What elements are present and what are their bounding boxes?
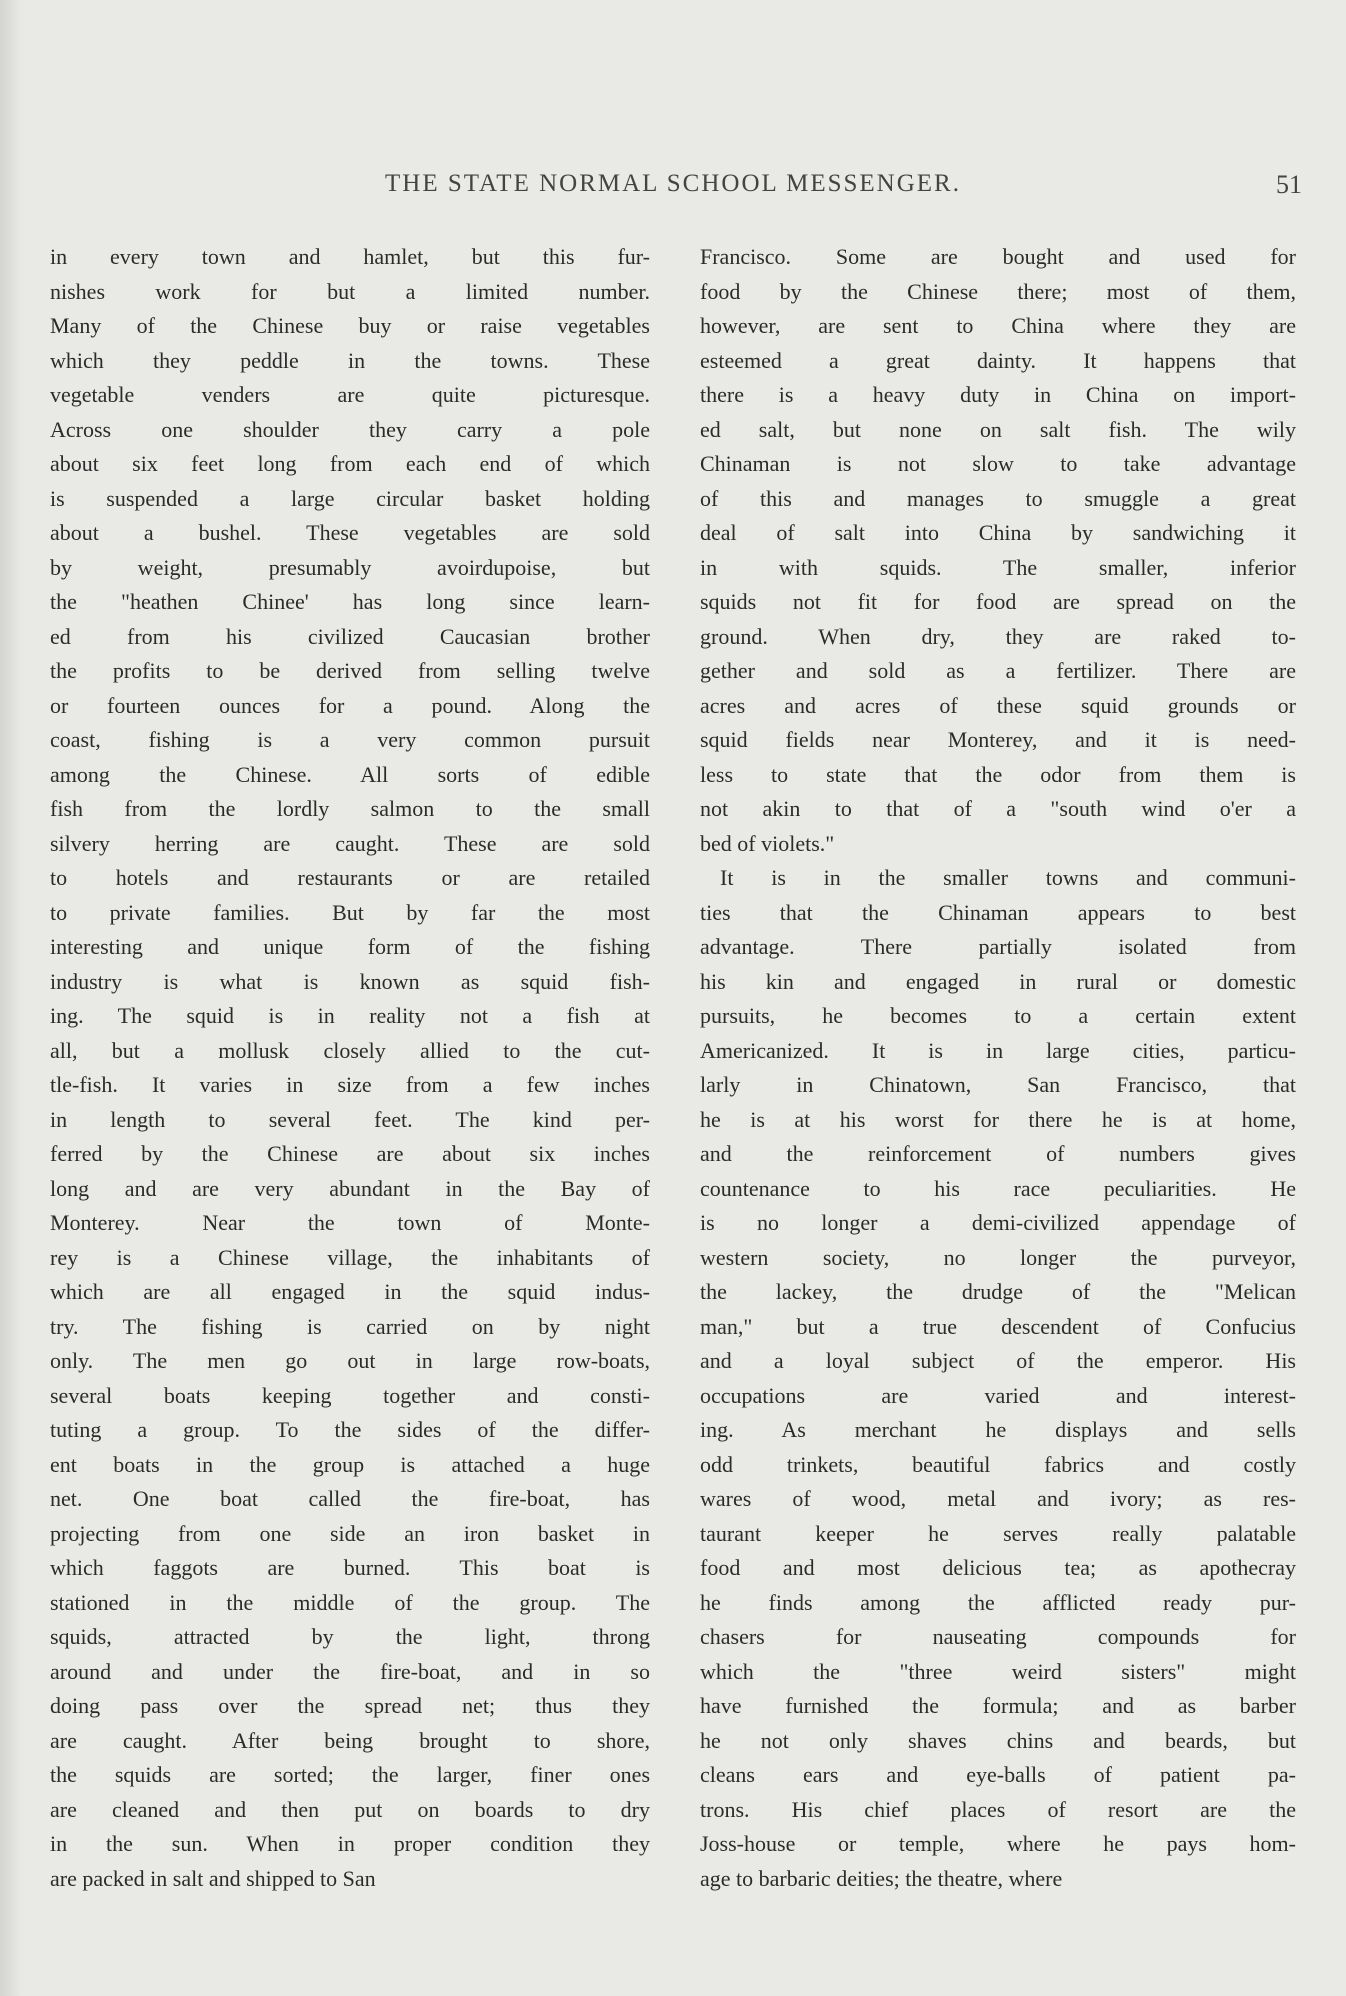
text-line: about a bushel. These vegetables are sold bbox=[50, 520, 650, 545]
text-line: have furnished the formula; and as barber bbox=[700, 1693, 1296, 1718]
text-line: squid fields near Monterey, and it is need- bbox=[700, 727, 1296, 752]
text-line: try. The fishing is carried on by night bbox=[50, 1313, 650, 1339]
text-line: about six feet long from each end of which bbox=[50, 451, 650, 476]
text-line: ferred by the Chinese are about six inches bbox=[50, 1141, 650, 1166]
text-line: pursuits, he becomes to a certain extent bbox=[700, 1003, 1296, 1028]
text-line: he not only shaves chins and beards, but bbox=[700, 1727, 1296, 1753]
text-line: silvery herring are caught. These are sold bbox=[50, 830, 650, 856]
text-line: among the Chinese. All sorts of edible bbox=[50, 761, 650, 787]
text-line: all, but a mollusk closely allied to the cut- bbox=[50, 1037, 650, 1063]
text-line: wares of wood, metal and ivory; as res- bbox=[700, 1486, 1296, 1511]
text-line: It is in the smaller towns and communi- bbox=[720, 865, 1296, 890]
text-line: western society, no longer the purveyor, bbox=[700, 1244, 1296, 1270]
text-line: in every town and hamlet, but this fur- bbox=[50, 244, 650, 269]
page-number: 51 bbox=[1276, 170, 1302, 199]
text-line: countenance to his race peculiarities. He bbox=[700, 1175, 1296, 1201]
text-line: tuting a group. To the sides of the differ- bbox=[50, 1417, 650, 1442]
text-line: which the "three weird sisters" might bbox=[700, 1658, 1296, 1684]
text-line: and a loyal subject of the emperor. His bbox=[700, 1348, 1296, 1373]
text-line: industry is what is known as squid fish- bbox=[50, 968, 650, 994]
right-text-column bbox=[700, 240, 1296, 1896]
text-line: long and are very abundant in the Bay of bbox=[50, 1175, 650, 1201]
text-line: in the sun. When in proper condition they bbox=[50, 1831, 650, 1856]
text-line: projecting from one side an iron basket in bbox=[50, 1520, 650, 1546]
text-line: and the reinforcement of numbers gives bbox=[700, 1141, 1296, 1166]
text-line: the squids are sorted; the larger, finer ones bbox=[50, 1762, 650, 1787]
text-line: Joss-house or temple, where he pays hom- bbox=[700, 1831, 1296, 1856]
text-line: the lackey, the drudge of the "Melican bbox=[700, 1279, 1296, 1304]
text-line: ties that the Chinaman appears to best bbox=[700, 899, 1296, 925]
text-line: to private families. But by far the most bbox=[50, 899, 650, 925]
text-line: gether and sold as a fertilizer. There are bbox=[700, 658, 1296, 683]
text-line: in length to several feet. The kind per- bbox=[50, 1106, 650, 1132]
text-line: only. The men go out in large row-boats, bbox=[50, 1348, 650, 1373]
text-line: his kin and engaged in rural or domestic bbox=[700, 968, 1296, 994]
text-line: Francisco. Some are bought and used for bbox=[700, 244, 1296, 269]
text-line: taurant keeper he serves really palatable bbox=[700, 1520, 1296, 1546]
text-line: coast, fishing is a very common pursuit bbox=[50, 727, 650, 752]
text-line: doing pass over the spread net; thus they bbox=[50, 1693, 650, 1718]
text-line: squids, attracted by the light, throng bbox=[50, 1624, 650, 1649]
text-line: in with squids. The smaller, inferior bbox=[700, 554, 1296, 580]
text-line: rey is a Chinese village, the inhabitants of bbox=[50, 1244, 650, 1270]
text-line: he finds among the afflicted ready pur- bbox=[700, 1589, 1296, 1615]
text-line: deal of salt into China by sandwiching it bbox=[700, 520, 1296, 545]
journal-title: THE STATE NORMAL SCHOOL MESSENGER. bbox=[385, 170, 961, 197]
text-line: Monterey. Near the town of Monte- bbox=[50, 1210, 650, 1235]
text-line: which faggots are burned. This boat is bbox=[50, 1555, 650, 1580]
text-line: chasers for nauseating compounds for bbox=[700, 1624, 1296, 1649]
text-line: which are all engaged in the squid indus- bbox=[50, 1279, 650, 1304]
text-line: or fourteen ounces for a pound. Along the bbox=[50, 692, 650, 718]
text-line: the "heathen Chinee' has long since learn- bbox=[50, 589, 650, 614]
text-line: odd trinkets, beautiful fabrics and costly bbox=[700, 1451, 1296, 1477]
text-line: he is at his worst for there he is at home, bbox=[700, 1106, 1296, 1132]
text-line: fish from the lordly salmon to the small bbox=[50, 796, 650, 821]
text-line: which they peddle in the towns. These bbox=[50, 347, 650, 373]
text-line: Many of the Chinese buy or raise vegetables bbox=[50, 313, 650, 338]
text-line: several boats keeping together and consti- bbox=[50, 1382, 650, 1408]
text-line: advantage. There partially isolated from bbox=[700, 934, 1296, 959]
text-line: less to state that the odor from them is bbox=[700, 761, 1296, 787]
text-line: are caught. After being brought to shore, bbox=[50, 1727, 650, 1753]
text-line: tle-fish. It varies in size from a few inches bbox=[50, 1072, 650, 1097]
text-line: vegetable venders are quite picturesque. bbox=[50, 382, 650, 407]
text-line: occupations are varied and interest- bbox=[700, 1382, 1296, 1408]
text-line: net. One boat called the fire-boat, has bbox=[50, 1486, 650, 1511]
text-line: food and most delicious tea; as apothecray bbox=[700, 1555, 1296, 1580]
text-line: is suspended a large circular basket holding bbox=[50, 485, 650, 511]
text-line: ed salt, but none on salt fish. The wily bbox=[700, 416, 1296, 442]
running-header bbox=[40, 170, 1306, 210]
text-line: there is a heavy duty in China on import- bbox=[700, 382, 1296, 407]
left-text-column bbox=[50, 240, 650, 1896]
text-line: by weight, presumably avoirdupoise, but bbox=[50, 554, 650, 580]
text-line: Across one shoulder they carry a pole bbox=[50, 416, 650, 442]
text-line: not akin to that of a "south wind o'er a bbox=[700, 796, 1296, 821]
text-line: interesting and unique form of the fishing bbox=[50, 934, 650, 959]
text-line: ing. As merchant he displays and sells bbox=[700, 1417, 1296, 1442]
text-line: esteemed a great dainty. It happens that bbox=[700, 347, 1296, 373]
text-line: ent boats in the group is attached a huge bbox=[50, 1451, 650, 1477]
scan-shadow-edge bbox=[0, 0, 22, 1996]
text-line: squids not fit for food are spread on the bbox=[700, 589, 1296, 614]
text-line: is no longer a demi-civilized appendage of bbox=[700, 1210, 1296, 1235]
text-line: however, are sent to China where they are bbox=[700, 313, 1296, 338]
text-line: age to barbaric deities; the theatre, where bbox=[700, 1865, 1063, 1891]
text-line: of this and manages to smuggle a great bbox=[700, 485, 1296, 511]
text-line: Americanized. It is in large cities, particu- bbox=[700, 1037, 1296, 1063]
text-line: trons. His chief places of resort are the bbox=[700, 1796, 1296, 1822]
text-line: stationed in the middle of the group. The bbox=[50, 1589, 650, 1615]
text-line: cleans ears and eye-balls of patient pa- bbox=[700, 1762, 1296, 1787]
text-line: nishes work for but a limited number. bbox=[50, 278, 650, 304]
text-line: food by the Chinese there; most of them, bbox=[700, 278, 1296, 304]
text-line: are packed in salt and shipped to San bbox=[50, 1865, 376, 1891]
text-line: are cleaned and then put on boards to dry bbox=[50, 1796, 650, 1822]
text-line: larly in Chinatown, San Francisco, that bbox=[700, 1072, 1296, 1097]
text-line: ground. When dry, they are raked to- bbox=[700, 623, 1296, 649]
text-line: acres and acres of these squid grounds or bbox=[700, 692, 1296, 718]
text-line: around and under the fire-boat, and in so bbox=[50, 1658, 650, 1684]
text-line: ed from his civilized Caucasian brother bbox=[50, 623, 650, 649]
text-line: ing. The squid is in reality not a fish at bbox=[50, 1003, 650, 1028]
text-line: to hotels and restaurants or are retailed bbox=[50, 865, 650, 890]
text-line: bed of violets." bbox=[700, 830, 835, 856]
text-line: man," but a true descendent of Confucius bbox=[700, 1313, 1296, 1339]
text-line: Chinaman is not slow to take advantage bbox=[700, 451, 1296, 476]
text-line: the profits to be derived from selling twelve bbox=[50, 658, 650, 683]
